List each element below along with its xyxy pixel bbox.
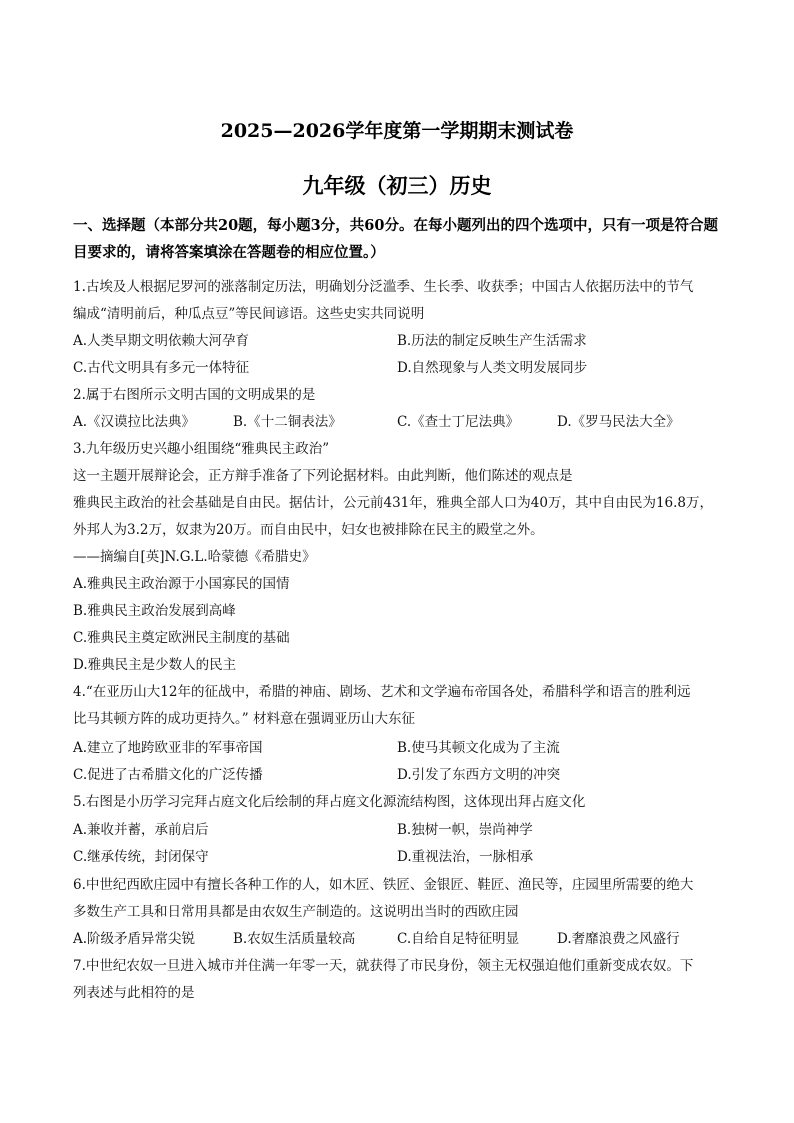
q2-option-b: B.《十二铜表法》 — [233, 414, 342, 430]
q2-option-c: C.《查士丁尼法典》 — [397, 414, 520, 430]
q5-option-c: C.继承传统，封闭保守 — [73, 849, 209, 865]
q4-option-a: A.建立了地跨欧亚非的军事帝国 — [73, 740, 263, 756]
exam-subtitle: 九年级（初三）历史 — [302, 173, 492, 198]
q3-option-c: C.雅典民主奠定欧洲民主制度的基础 — [73, 630, 290, 646]
q3-option-d: D.雅典民主是少数人的民主 — [73, 657, 237, 673]
q3-material-line2: 外邦人为3.2万，奴隶为20万。而自由民中，妇女也被排除在民主的殿堂之外。 — [73, 522, 544, 538]
q3-option-b: B.雅典民主政治发展到高峰 — [73, 603, 236, 619]
q3-stem-line2: 这一主题开展辩论会，正方辩手准备了下列论据材料。由此判断，他们陈述的观点是 — [73, 468, 573, 484]
q5-option-b: B.独树一帜，崇尚神学 — [397, 822, 533, 838]
q5-option-a: A.兼收并蓄，承前启后 — [73, 822, 209, 838]
q6-option-a: A.阶级矛盾异常尖锐 — [73, 931, 196, 947]
q7-stem-line2: 列表述与此相符的是 — [73, 985, 195, 1001]
q6-stem-line1: 6.中世纪西欧庄园中有擅长各种工作的人，如木匠、铁匠、金银匠、鞋匠、渔民等，庄园里所需要的绝大 — [73, 877, 694, 893]
q4-stem-line1: 4.“在亚历山大12年的征战中，希腊的神庙、剧场、艺术和文学遍布帝国各处，希腊科学和语言的胜利远 — [73, 684, 691, 700]
q1-stem-line1: 1.古埃及人根据尼罗河的涨落制定历法，明确划分泛滥季、生长季、收获季；中国古人依据历法中的节气 — [73, 279, 694, 295]
q3-option-a: A.雅典民主政治源于小国寡民的国情 — [73, 576, 290, 592]
q4-option-b: B.使马其顿文化成为了主流 — [397, 740, 560, 756]
q6-stem-line2: 多数生产工具和日常用具都是由农奴生产制造的。这说明出当时的西欧庄园 — [73, 904, 519, 920]
q1-option-a: A.人类早期文明依赖大河孕育 — [73, 333, 250, 349]
exam-title: 2025—2026学年度第一学期期末测试卷 — [220, 120, 574, 142]
q3-material-line1: 雅典民主政治的社会基础是自由民。据估计，公元前431年，雅典全部人口为40万，其中自由民为16.8万， — [73, 495, 714, 511]
q2-stem: 2.属于右图所示文明古国的文明成果的是 — [73, 387, 316, 403]
section-instructions: 一、选择题（本部分共20题，每小题3分，共60分。在每小题列出的四个选项中，只有一项是符合题目要求的，请将答案填涂在答题卷的相应位置。） — [73, 217, 718, 261]
q4-option-c: C.促进了古希腊文化的广泛传播 — [73, 767, 263, 783]
q5-option-d: D.重视法治，一脉相承 — [397, 849, 534, 865]
q4-stem-line2: 比马其顿方阵的成功更持久。” 材料意在强调亚历山大东征 — [73, 711, 415, 727]
q1-stem-line2: 编成“清明前后，种瓜点豆”等民间谚语。这些史实共同说明 — [73, 306, 425, 322]
q5-stem: 5.右图是小历学习完拜占庭文化后绘制的拜占庭文化源流结构图，这体现出拜占庭文化 — [73, 794, 586, 810]
q1-option-b: B.历法的制定反映生产生活需求 — [397, 333, 587, 349]
q3-stem-line1: 3.九年级历史兴趣小组围绕“雅典民主政治” — [73, 441, 330, 457]
q2-option-a: A.《汉谟拉比法典》 — [73, 414, 196, 430]
q6-option-b: B.农奴生活质量较高 — [233, 931, 356, 947]
q2-option-d: D.《罗马民法大全》 — [557, 414, 680, 430]
q1-option-c: C.古代文明具有多元一体特征 — [73, 360, 250, 376]
q6-option-d: D.奢靡浪费之风盛行 — [557, 931, 680, 947]
q1-option-d: D.自然现象与人类文明发展同步 — [397, 360, 588, 376]
q3-source: ——摘编自[英]N.G.L.哈蒙德《希腊史》 — [73, 549, 316, 565]
q6-option-c: C.自给自足特征明显 — [397, 931, 520, 947]
q4-option-d: D.引发了东西方文明的冲突 — [397, 767, 561, 783]
q7-stem-line1: 7.中世纪农奴一旦进入城市并住满一年零一天，就获得了市民身份，领主无权强迫他们重新变成农奴。下 — [73, 958, 694, 974]
